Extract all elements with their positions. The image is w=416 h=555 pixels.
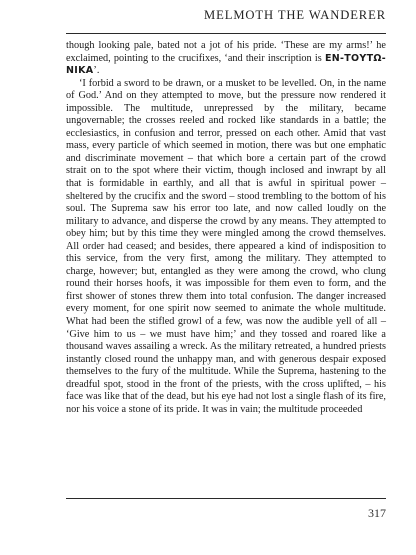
- header-rule: [66, 33, 386, 34]
- paragraph-1-end: ’.: [93, 65, 100, 77]
- paragraph-2: ‘I forbid a sword to be drawn, or a musket to be levelled. On, in the name of God.’ And on they attempted to move, but the pressure now rendered it impossible. The multitude, unrepressed by the military, became ungovernable; the crosses reeled and rocked like standards in a battle; the ecclesiastics, in confusion and terror, pressed on each other. Amid that vast mass, every particle of which seemed in motion, there was but one emphatic and discriminate movement – that which bore a certain part of the crowd strait on to the spot where their victim, though inclosed and inwrapt by all that is formidable in earthly, and all that is awful in spiritual power – sheltered by the crucifix and the sword – stood trembling to the bottom of his soul. The Suprema saw his error too late, and now called loudly on the military to advance, and disperse the crowd by any means. They attempted to obey him; but by this time they were mingled among the crowd themselves. All order had ceased; and besides, there appeared a kind of indisposition to this service, from the very first, among the military. They attempted to charge, however; but, entangled as they were among the crowd, who clung round their horses hoofs, it was impossible for them even to form, and the first shower of stones threw them into total confusion. The danger increased every moment, for one spirit now seemed to animate the whole multitude. What had been the stifled growl of a few, was now the audible yell of all – ‘Give him to us – we must have him;’ and they tossed and roared like a thousand waves assailing a wreck. As the military retreated, a hundred priests instantly closed round the unhappy man, and with generous despair exposed themselves to the fury of the multitude. While the Suprema, hastening to the dreadful spot, stood in the front of the priests, with the cross uplifted, – his face was like that of the dead, but his eye had not lost a single flash of its fire, nor his voice a stone of its pride. It was in vain; the multitude proceeded: [66, 77, 386, 415]
- page-number: 317: [368, 506, 386, 520]
- paragraph-1-start: though looking pale, bated not a jot of his pride. ‘These are my arms!’ he exclaimed, pointing to the crucifixes, ‘and their inscription is: [66, 40, 386, 64]
- paragraph-1: [66, 40, 386, 78]
- body-text: [66, 40, 386, 416]
- footer-rule: [66, 498, 386, 499]
- greek-inscription: ΕΝ-ΤΟΥΤΩ-ΝΙΚΑ: [66, 52, 386, 77]
- running-title: MELMOTH THE WANDERER: [204, 8, 386, 22]
